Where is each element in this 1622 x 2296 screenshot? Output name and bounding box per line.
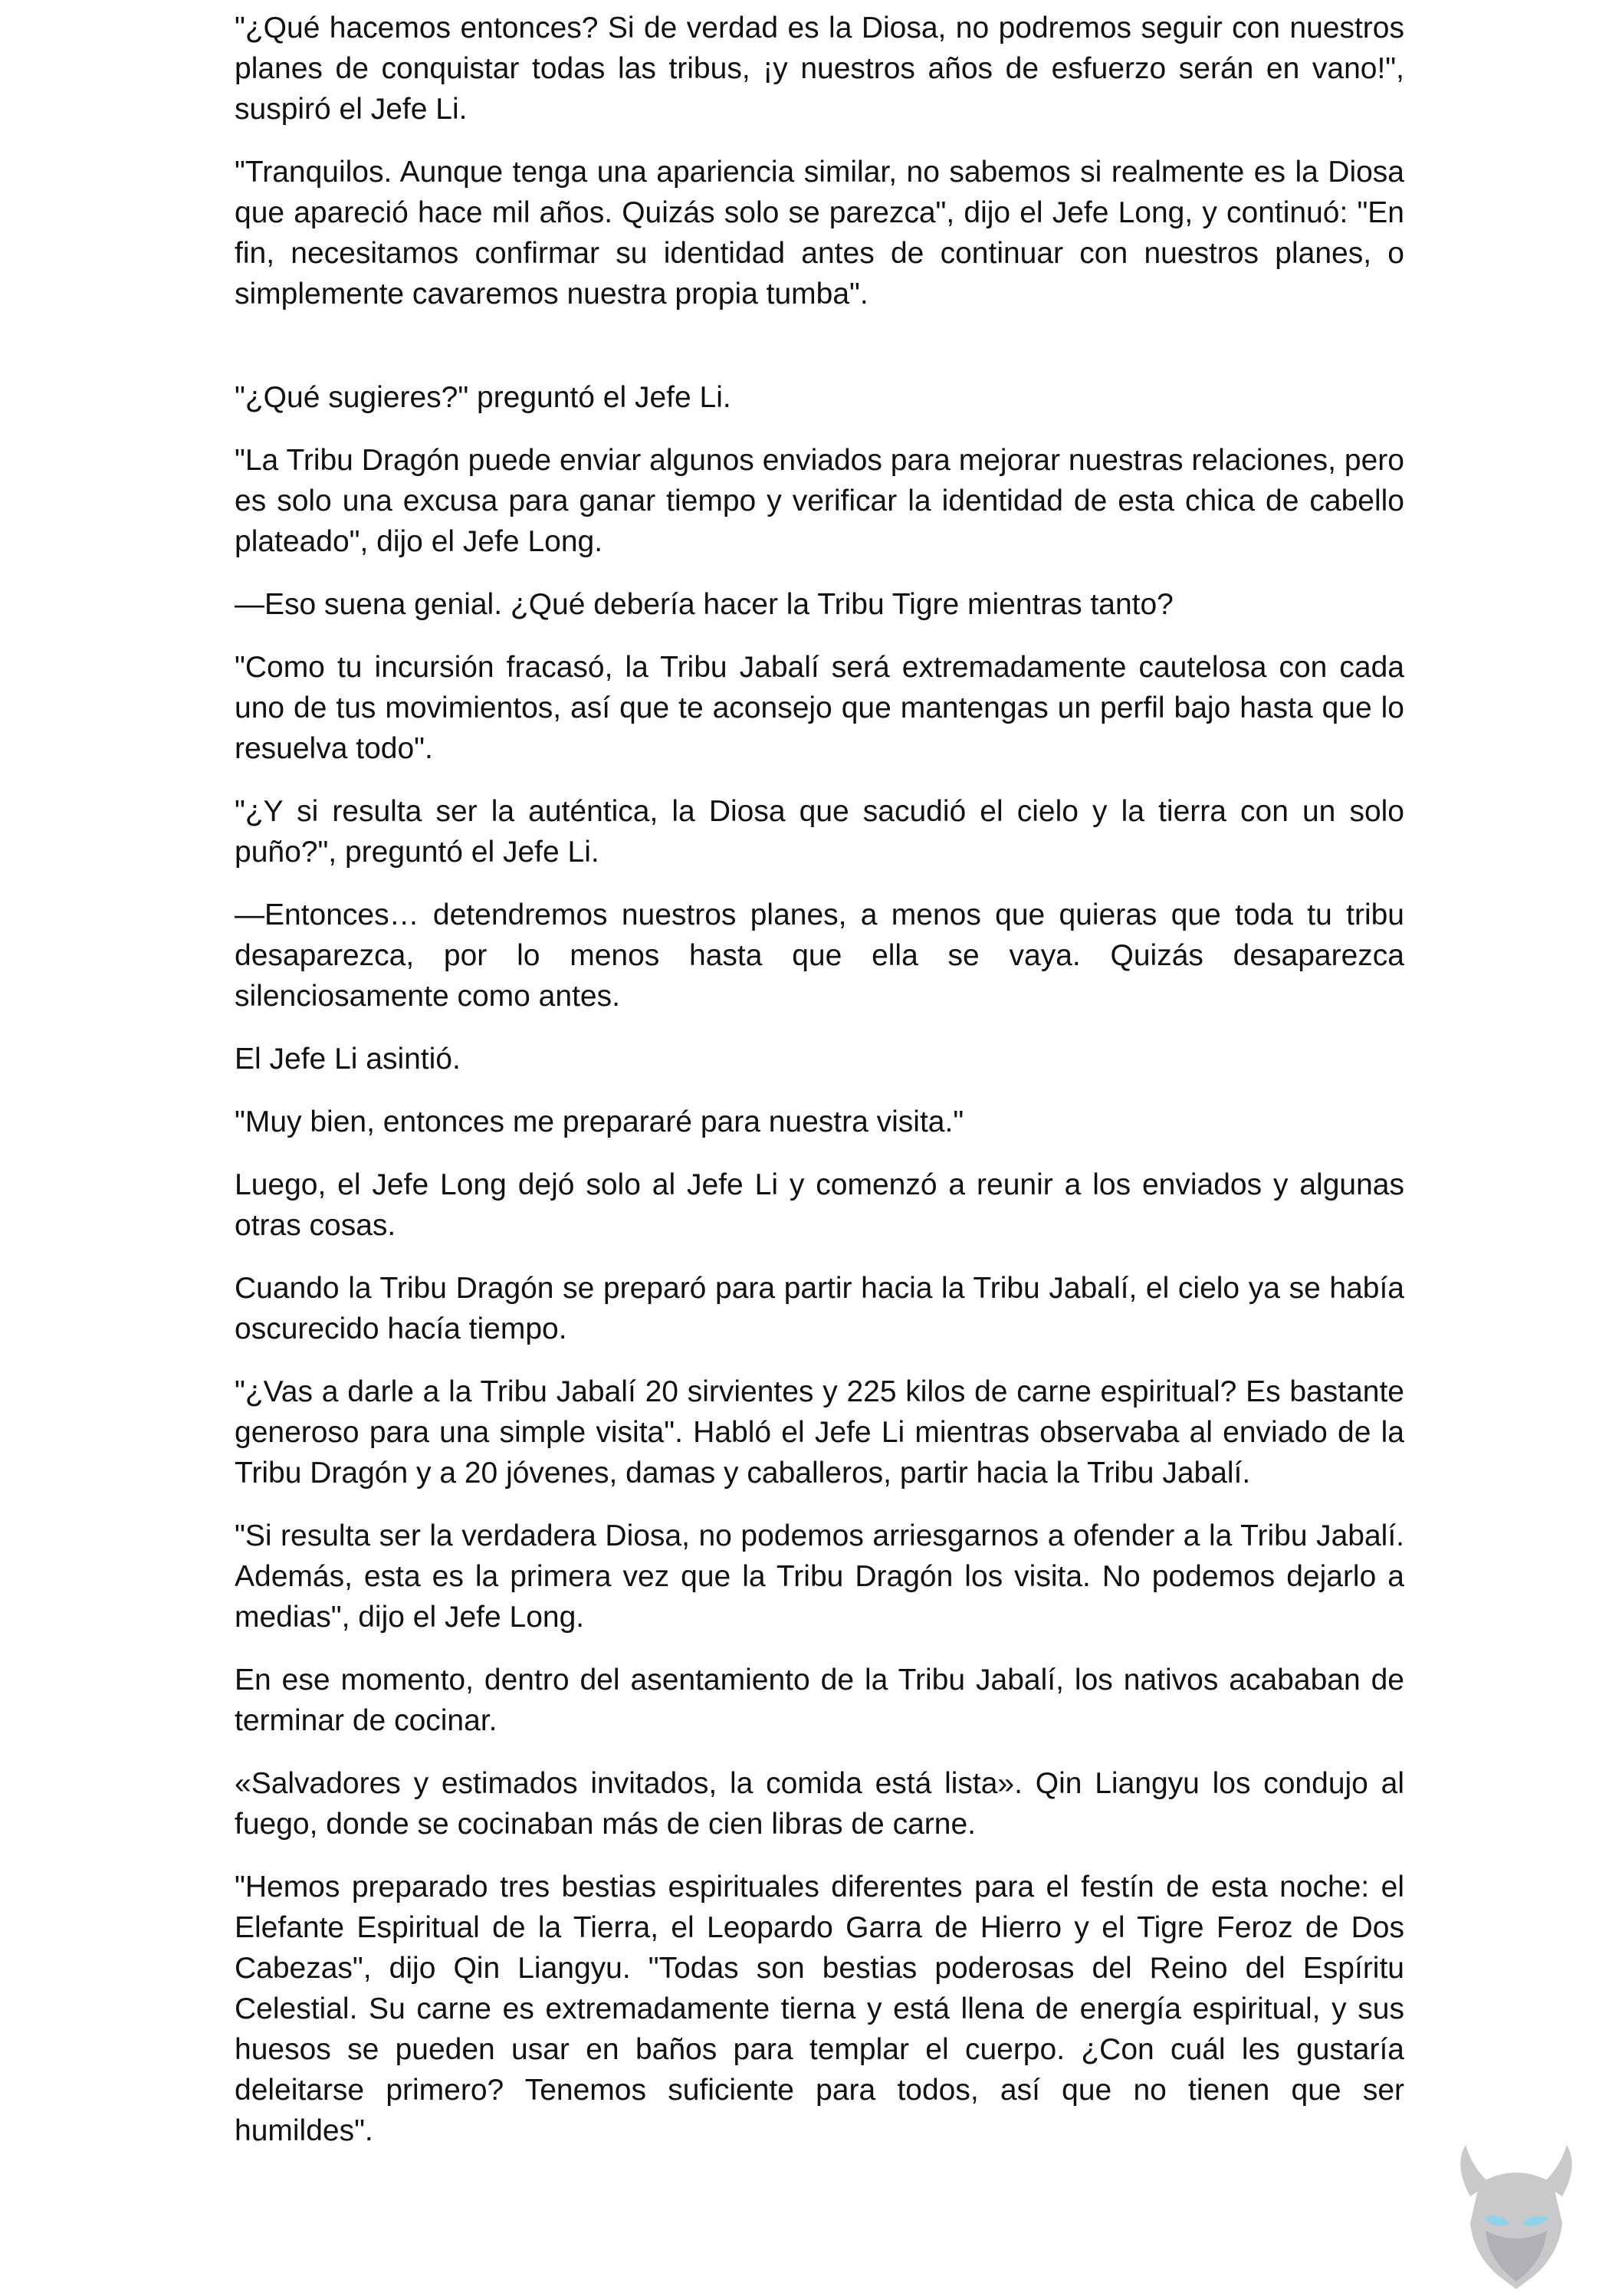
demon-head-graphic xyxy=(1440,2139,1593,2292)
paragraph: "¿Y si resulta ser la auténtica, la Diosa que sacudió el cielo y la tierra con un solo puño?", preguntó el Jefe Li. xyxy=(235,795,1404,869)
paragraph: El Jefe Li asintió. xyxy=(235,1043,461,1076)
paragraph: "¿Qué sugieres?" preguntó el Jefe Li. xyxy=(235,381,731,414)
paragraph: "Muy bien, entonces me prepararé para nuestra visita." xyxy=(235,1105,964,1138)
paragraph: "Como tu incursión fracasó, la Tribu Jabalí será extremadamente cautelosa con cada uno de tus movimientos, así que te aconsejo que mantengas un perfil bajo hasta que lo resuelva todo". xyxy=(235,651,1404,765)
paragraph: "¿Vas a darle a la Tribu Jabalí 20 sirvientes y 225 kilos de carne espiritual? Es bastante generoso para una simple visita". Habló el Jefe Li mientras observaba al enviado de la Tribu Dragón y a 20 jóvenes, damas y caballeros, partir hacia la Tribu Jabalí. xyxy=(235,1375,1404,1490)
paragraph: Cuando la Tribu Dragón se preparó para partir hacia la Tribu Jabalí, el cielo ya se había oscurecido hacía tiempo. xyxy=(235,1272,1404,1345)
paragraph: "Hemos preparado tres bestias espirituales diferentes para el festín de esta noche: el Elefante Espiritual de la Tierra, el Leopardo Garra de Hierro y el Tigre Feroz de Dos Cabezas", dijo Qin Liangyu. "Todas son bestias poderosas del Reino del Espíritu Celestial. Su carne es extremadamente tierna y está llena de energía espiritual, y sus huesos se pueden usar en baños para templar el cuerpo. ¿Con cuál les gustaría deleitarse primero? Tenemos suficiente para todos, así que no tienen que ser humildes". xyxy=(235,1871,1404,2147)
paragraph: "¿Qué hacemos entonces? Si de verdad es la Diosa, no podremos seguir con nuestros planes de conquistar todas las tribus, ¡y nuestros años de esfuerzo serán en vano!", suspiró el Jefe Li. xyxy=(235,11,1404,126)
document-body xyxy=(235,8,1404,2173)
paragraph: —Entonces… detendremos nuestros planes, a menos que quieras que toda tu tribu desaparezca, por lo menos hasta que ella se vaya. Quizás desaparezca silenciosamente como antes. xyxy=(235,898,1404,1013)
paragraph: «Salvadores y estimados invitados, la comida está lista». Qin Liangyu los condujo al fuego, donde se cocinaban más de cien libras de carne. xyxy=(235,1767,1404,1841)
paragraph: "La Tribu Dragón puede enviar algunos enviados para mejorar nuestras relaciones, pero es solo una excusa para ganar tiempo y verificar la identidad de esta chica de cabello plateado", dijo el Jefe Long. xyxy=(235,444,1404,558)
paragraph: "Si resulta ser la verdadera Diosa, no podemos arriesgarnos a ofender a la Tribu Jabalí. Además, esta es la primera vez que la Tribu Dragón los visita. No podemos dejarlo a medias", dijo el Jefe Long. xyxy=(235,1519,1404,1634)
paragraph: "Tranquilos. Aunque tenga una apariencia similar, no sabemos si realmente es la Diosa que apareció hace mil años. Quizás solo se parezca", dijo el Jefe Long, y continuó: "En fin, necesitamos confirmar su identidad antes de continuar con nuestros planes, o simplemente cavaremos nuestra propia tumba". xyxy=(235,156,1404,310)
paragraph: En ese momento, dentro del asentamiento de la Tribu Jabalí, los nativos acababan de terminar de cocinar. xyxy=(235,1664,1404,1737)
paragraph: Luego, el Jefe Long dejó solo al Jefe Li y comenzó a reunir a los enviados y algunas otras cosas. xyxy=(235,1168,1404,1242)
demon-head-icon xyxy=(1440,2139,1593,2292)
paragraph: —Eso suena genial. ¿Qué debería hacer la Tribu Tigre mientras tanto? xyxy=(235,588,1174,621)
